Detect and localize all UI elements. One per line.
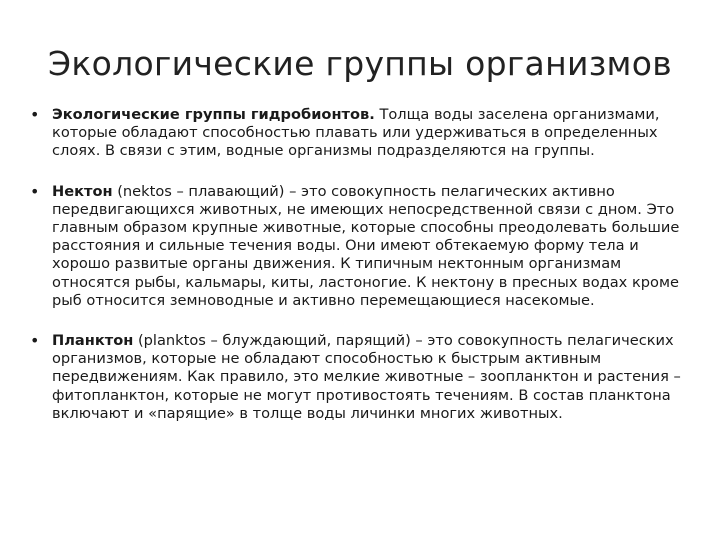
bullet-term: Нектон (52, 182, 113, 200)
slide-title: Экологические группы организмов (48, 44, 672, 83)
bullet-list (30, 106, 690, 423)
bullet-icon: • (30, 181, 40, 201)
bullet-icon: • (30, 331, 40, 351)
bullet-text: (planktos – блуждающий, парящий) – это совокупность пелагических организмов, которые не обладают способностью к быстрым активным передвижениям. Как правило, это мелкие животные – зоопланктон и растения – фитопланктон, которые не могут противостоять течениям. В состав планктона включают и «парящие» в толще воды личинки многих животных. (52, 332, 681, 422)
bullet-text: (nektos – плавающий) – это совокупность пелагических активно передвигающихся животных, не имеющих непосредственной связи с дном. Это главным образом крупные животные, которые способны преодолевать большие расстояния и сильные течения воды. Они имеют обтекаемую форму тела и хорошо развитые органы движения. К типичным нектонным организмам относятся рыбы, кальмары, киты, ластоногие. К нектону в пресных водах кроме рыб относится земноводные и активно перемещающиеся насекомые. (52, 182, 680, 309)
bullet-item-plankton (30, 332, 690, 423)
bullet-item-nekton (30, 183, 690, 310)
bullet-text: Толща воды заселена организмами, которые обладают способностью плавать или удерживаться в определенных слоях. В связи с этим, водные организмы подразделяются на группы. (52, 106, 660, 160)
bullet-icon: • (30, 105, 40, 124)
bullet-item-hydrobionts (30, 106, 690, 161)
bullet-term: Планктон (52, 332, 134, 350)
bullet-term: Экологические группы гидробионтов. (52, 106, 375, 123)
